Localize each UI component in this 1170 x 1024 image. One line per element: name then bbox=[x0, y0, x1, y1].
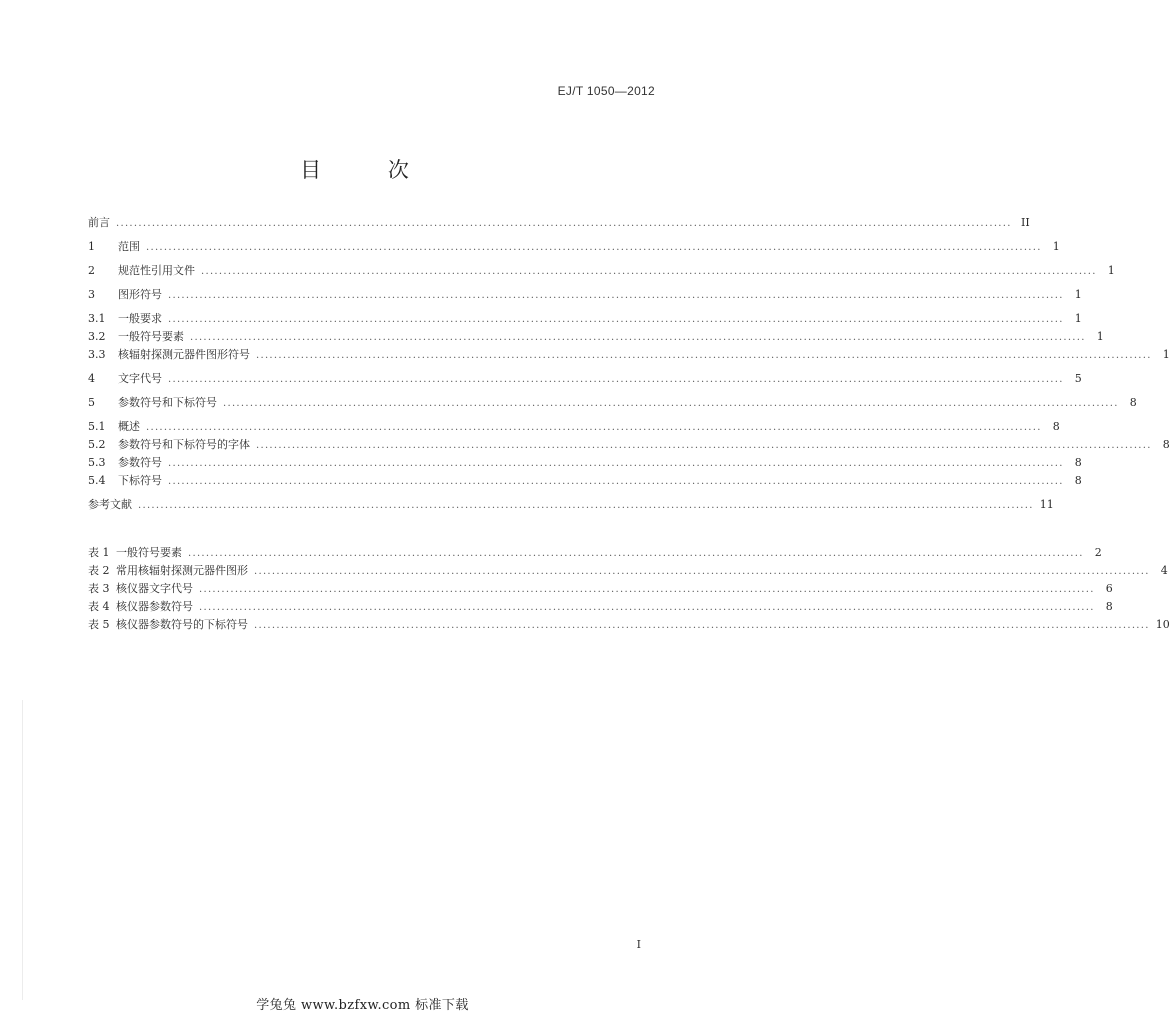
dot-leader: ........................................................................................................................................................................................................ bbox=[168, 314, 1064, 325]
entry-page: 8 bbox=[1162, 438, 1170, 451]
toc-entry[interactable] bbox=[88, 454, 1082, 472]
dot-leader: ........................................................................................................................................................................................................ bbox=[190, 332, 1086, 343]
entry-page: 8 bbox=[1074, 456, 1082, 469]
table-entry[interactable] bbox=[88, 580, 1113, 598]
dot-leader: ........................................................................................................................................................................................................ bbox=[188, 548, 1084, 559]
entry-number: 2 bbox=[88, 264, 95, 277]
dot-leader: ........................................................................................................................................................................................................ bbox=[168, 476, 1064, 487]
dot-leader: ........................................................................................................................................................................................................ bbox=[254, 620, 1150, 631]
toc-entry[interactable] bbox=[88, 214, 1030, 232]
toc-entry[interactable] bbox=[88, 370, 1082, 388]
table-entry[interactable] bbox=[88, 544, 1102, 562]
toc-entry[interactable] bbox=[88, 436, 1170, 454]
entry-page: II bbox=[1021, 216, 1030, 229]
dot-leader: ........................................................................................................................................................................................................ bbox=[256, 440, 1152, 451]
dot-leader: ........................................................................................................................................................................................................ bbox=[168, 290, 1064, 301]
entry-label: 范围 bbox=[118, 240, 140, 253]
entry-number: 5.1 bbox=[88, 420, 106, 433]
entry-label: 核仪器参数符号的下标符号 bbox=[116, 618, 248, 631]
entry-number: 表 1 bbox=[88, 546, 110, 559]
table-of-contents bbox=[88, 214, 1170, 514]
entry-number: 5.4 bbox=[88, 474, 106, 487]
entry-page: 1 bbox=[1052, 240, 1060, 253]
entry-label: 规范性引用文件 bbox=[118, 264, 195, 277]
toc-entry[interactable] bbox=[88, 328, 1104, 346]
dot-leader: ........................................................................................................................................................................................................ bbox=[146, 422, 1042, 433]
entry-number: 5 bbox=[88, 396, 95, 409]
toc-entry[interactable] bbox=[88, 472, 1082, 490]
entry-page: 6 bbox=[1105, 582, 1113, 595]
entry-page: 4 bbox=[1160, 564, 1168, 577]
entry-label: 参数符号和下标符号的字体 bbox=[118, 438, 250, 451]
entry-number: 3.3 bbox=[88, 348, 106, 361]
entry-number: 5.2 bbox=[88, 438, 106, 451]
entry-number: 表 3 bbox=[88, 582, 110, 595]
entry-label: 前言 bbox=[88, 216, 110, 229]
entry-page: 1 bbox=[1107, 264, 1115, 277]
toc-entry[interactable] bbox=[88, 394, 1137, 412]
entry-label: 下标符号 bbox=[118, 474, 162, 487]
entry-page: 1 bbox=[1074, 312, 1082, 325]
dot-leader: ........................................................................................................................................................................................................ bbox=[146, 242, 1042, 253]
entry-number: 表 4 bbox=[88, 600, 110, 613]
dot-leader: ........................................................................................................................................................................................................ bbox=[168, 458, 1064, 469]
entry-label: 核辐射探测元器件图形符号 bbox=[118, 348, 250, 361]
page-title: 目 次 bbox=[300, 158, 439, 182]
toc-entry[interactable] bbox=[88, 418, 1060, 436]
entry-page: 8 bbox=[1074, 474, 1082, 487]
toc-entry[interactable] bbox=[88, 310, 1082, 328]
entry-label: 参数符号和下标符号 bbox=[118, 396, 217, 409]
standard-code: EJ/T 1050—2012 bbox=[557, 84, 655, 98]
table-entry[interactable] bbox=[88, 598, 1113, 616]
entry-page: 8 bbox=[1129, 396, 1137, 409]
entry-label: 概述 bbox=[118, 420, 140, 433]
list-of-tables bbox=[88, 544, 1170, 634]
entry-number: 3 bbox=[88, 288, 95, 301]
page-number: I bbox=[636, 938, 641, 951]
entry-label: 核仪器文字代号 bbox=[116, 582, 193, 595]
toc-entry[interactable] bbox=[88, 496, 1054, 514]
dot-leader: ........................................................................................................................................................................................................ bbox=[116, 218, 1012, 229]
entry-page: 2 bbox=[1094, 546, 1102, 559]
dot-leader: ........................................................................................................................................................................................................ bbox=[138, 500, 1034, 511]
entry-number: 表 5 bbox=[88, 618, 110, 631]
entry-label: 一般符号要素 bbox=[116, 546, 182, 559]
entry-label: 常用核辐射探测元器件图形 bbox=[116, 564, 248, 577]
entry-page: 1 bbox=[1096, 330, 1104, 343]
dot-leader: ........................................................................................................................................................................................................ bbox=[201, 266, 1097, 277]
dot-leader: ........................................................................................................................................................................................................ bbox=[254, 566, 1150, 577]
table-entry[interactable] bbox=[88, 616, 1170, 634]
entry-number: 1 bbox=[88, 240, 95, 253]
dot-leader: ........................................................................................................................................................................................................ bbox=[223, 398, 1119, 409]
entry-label: 一般符号要素 bbox=[118, 330, 184, 343]
dot-leader: ........................................................................................................................................................................................................ bbox=[168, 374, 1064, 385]
entry-label: 图形符号 bbox=[118, 288, 162, 301]
entry-page: 1 bbox=[1162, 348, 1170, 361]
dot-leader: ........................................................................................................................................................................................................ bbox=[256, 350, 1152, 361]
entry-label: 参考文献 bbox=[88, 498, 132, 511]
entry-label: 一般要求 bbox=[118, 312, 162, 325]
dot-leader: ........................................................................................................................................................................................................ bbox=[199, 584, 1095, 595]
toc-entry[interactable] bbox=[88, 346, 1170, 364]
entry-page: 10 bbox=[1155, 618, 1170, 631]
entry-number: 4 bbox=[88, 372, 95, 385]
entry-page: 8 bbox=[1105, 600, 1113, 613]
footer-watermark: 学兔兔 www.bzfxw.com 标准下载 bbox=[256, 998, 469, 1013]
toc-entry[interactable] bbox=[88, 286, 1082, 304]
entry-label: 参数符号 bbox=[118, 456, 162, 469]
entry-label: 文字代号 bbox=[118, 372, 162, 385]
entry-page: 5 bbox=[1074, 372, 1082, 385]
entry-page: 11 bbox=[1039, 498, 1054, 511]
table-entry[interactable] bbox=[88, 562, 1168, 580]
entry-page: 1 bbox=[1074, 288, 1082, 301]
entry-number: 3.1 bbox=[88, 312, 106, 325]
toc-entry[interactable] bbox=[88, 262, 1115, 280]
entry-page: 8 bbox=[1052, 420, 1060, 433]
entry-number: 表 2 bbox=[88, 564, 110, 577]
entry-number: 3.2 bbox=[88, 330, 106, 343]
scan-artifact bbox=[22, 700, 23, 1000]
dot-leader: ........................................................................................................................................................................................................ bbox=[199, 602, 1095, 613]
entry-number: 5.3 bbox=[88, 456, 106, 469]
entry-label: 核仪器参数符号 bbox=[116, 600, 193, 613]
toc-entry[interactable] bbox=[88, 238, 1060, 256]
